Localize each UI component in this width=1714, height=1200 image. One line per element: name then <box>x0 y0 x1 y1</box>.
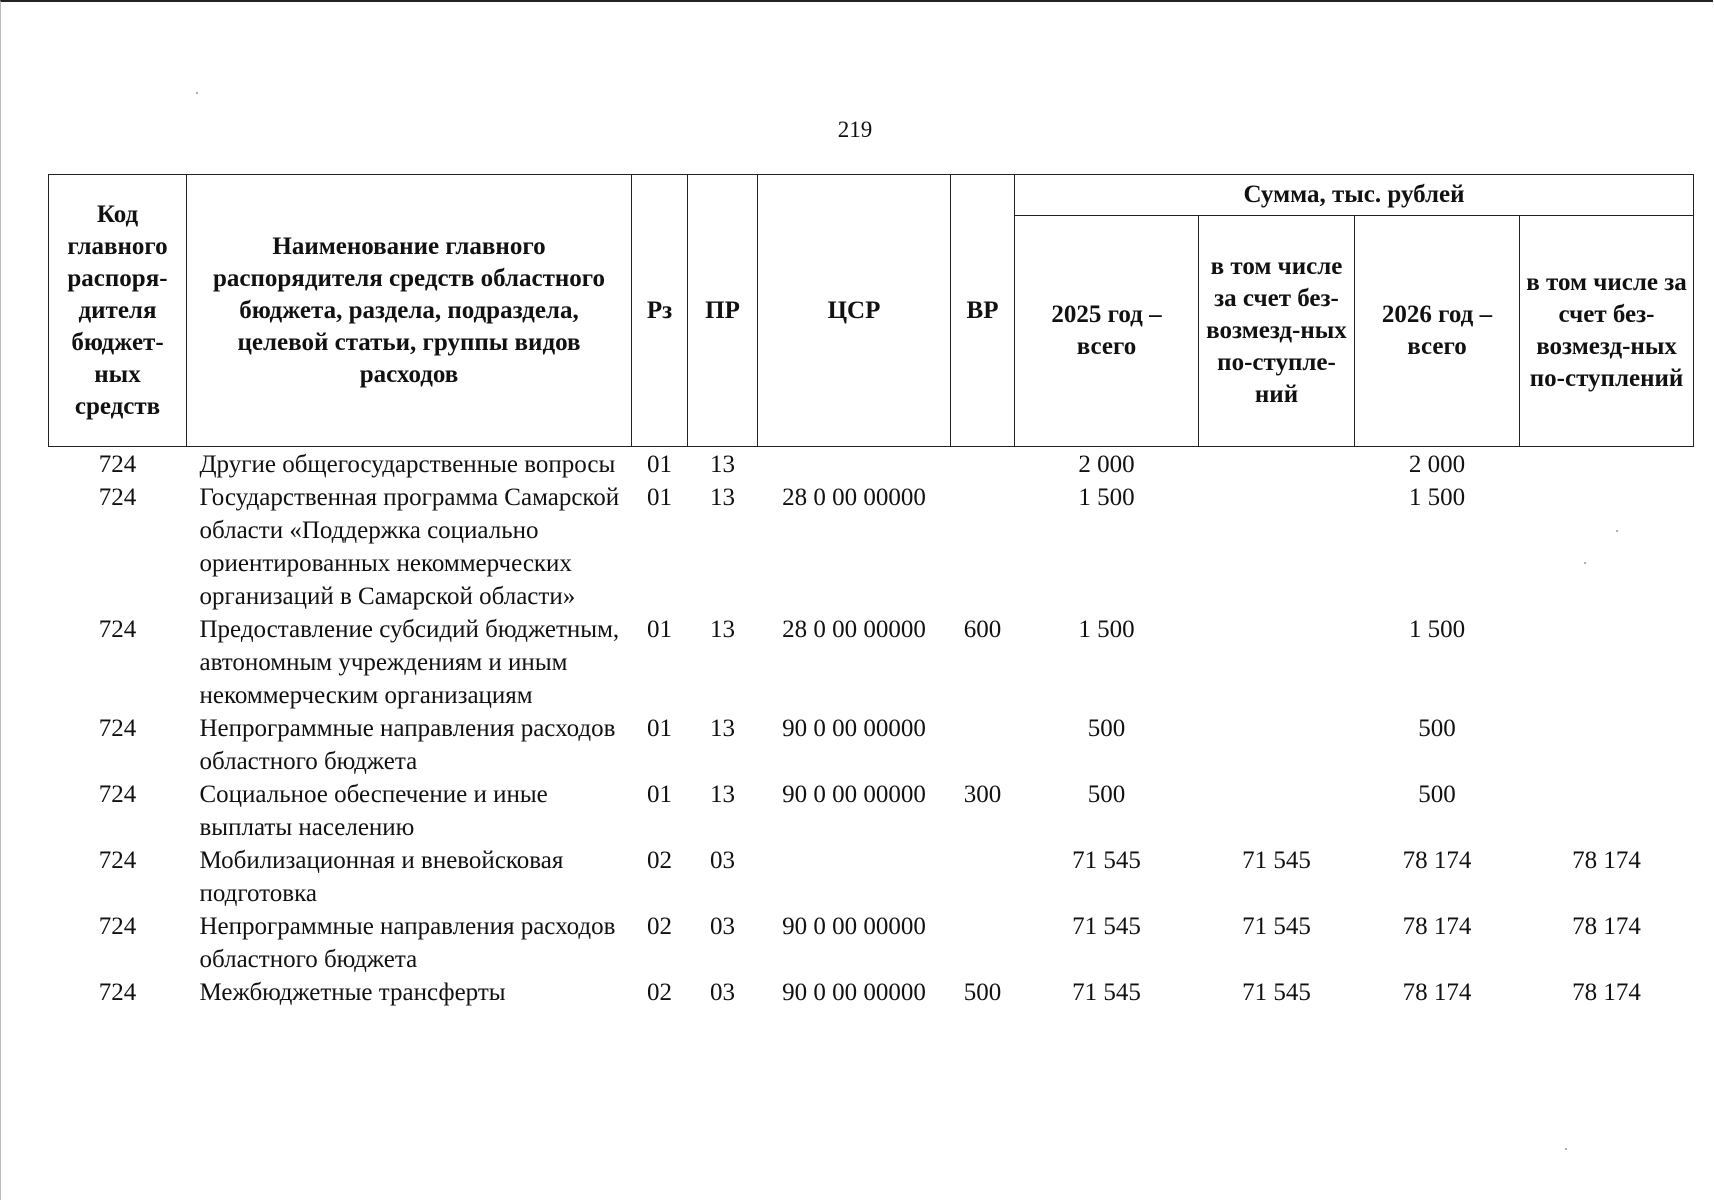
scan-speck <box>1565 1148 1567 1150</box>
cell-sum-2026-free: 78 174 <box>1572 913 1641 940</box>
cell-name: Другие общегосударственные вопросы <box>199 451 616 478</box>
cell-code: 724 <box>98 451 137 478</box>
table-row <box>49 481 1694 613</box>
cell-rz: 02 <box>647 847 672 874</box>
cell-sum-2026-free: 78 174 <box>1572 979 1641 1006</box>
cell-rz: 01 <box>647 616 672 643</box>
cell-vr <box>951 844 1015 910</box>
cell-sum-2026-free: 78 174 <box>1572 847 1641 874</box>
cell-vr: 500 <box>963 979 1002 1006</box>
cell-sum-2026-free <box>1520 481 1694 613</box>
header-rz: Рз <box>632 175 688 447</box>
cell-csr: 28 0 00 00000 <box>782 616 926 643</box>
cell-vr: 300 <box>963 781 1002 808</box>
cell-code: 724 <box>98 715 137 742</box>
cell-sum-2025-total: 71 545 <box>1072 913 1141 940</box>
cell-csr: 90 0 00 00000 <box>782 979 926 1006</box>
cell-sum-2026-total: 1 500 <box>1408 616 1466 643</box>
cell-sum-2025-total: 2 000 <box>1078 451 1135 478</box>
table-row <box>49 844 1694 910</box>
cell-sum-2026-total: 500 <box>1418 781 1456 808</box>
cell-name: Предоставление субсидий бюджетным, автономным учреждениям и иным некоммерческим организациям <box>199 616 620 709</box>
cell-sum-2026-free <box>1520 778 1694 844</box>
cell-csr <box>758 844 951 910</box>
cell-pr: 13 <box>710 484 735 511</box>
page-number: 219 <box>837 117 873 142</box>
header-sum-2025-free: в том числе за счет без-возмезд-ных по-ступле-ний <box>1199 216 1355 447</box>
cell-sum-2025-total: 71 545 <box>1072 847 1141 874</box>
cell-pr: 03 <box>710 913 735 940</box>
cell-pr: 03 <box>710 847 735 874</box>
cell-code: 724 <box>98 913 137 940</box>
table-header <box>49 175 1694 447</box>
cell-sum-2025-free <box>1199 778 1355 844</box>
cell-sum-2025-free <box>1199 447 1355 482</box>
header-sum-2025-total: 2025 год – всего <box>1015 216 1199 447</box>
cell-rz: 01 <box>647 715 672 742</box>
cell-sum-2025-free <box>1199 481 1355 613</box>
cell-pr: 13 <box>710 781 735 808</box>
cell-vr <box>951 481 1015 613</box>
cell-sum-2026-total: 1 500 <box>1408 484 1466 511</box>
cell-sum-2025-total: 500 <box>1087 715 1126 742</box>
cell-csr: 90 0 00 00000 <box>782 781 926 808</box>
header-sum: Сумма, тыс. рублей <box>1015 175 1694 216</box>
cell-pr: 13 <box>710 616 735 643</box>
cell-sum-2025-total: 71 545 <box>1072 979 1141 1006</box>
cell-csr <box>758 447 951 482</box>
cell-vr <box>951 910 1015 976</box>
cell-code: 724 <box>98 847 137 874</box>
header-code: Код главного распоря-дителя бюджет-ных средств <box>49 175 187 447</box>
cell-sum-2025-total: 1 500 <box>1078 484 1135 511</box>
cell-rz: 02 <box>647 913 672 940</box>
cell-rz: 01 <box>647 781 672 808</box>
cell-sum-2026-total: 2 000 <box>1408 451 1466 478</box>
cell-rz: 01 <box>647 484 672 511</box>
cell-vr <box>951 447 1015 482</box>
cell-sum-2026-free <box>1520 613 1694 712</box>
budget-table <box>48 174 1694 1009</box>
cell-code: 724 <box>98 616 137 643</box>
cell-name: Социальное обеспечение и иные выплаты населению <box>199 781 548 841</box>
cell-name: Государственная программа Самарской области «Поддержка социально ориентированных некоммерческих организаций в Самарской области» <box>199 484 620 610</box>
scan-speck <box>1616 530 1618 532</box>
cell-rz: 02 <box>647 979 672 1006</box>
scan-speck <box>196 92 198 94</box>
table-row <box>49 976 1694 1009</box>
cell-sum-2025-free: 71 545 <box>1242 979 1311 1006</box>
cell-code: 724 <box>98 781 137 808</box>
table-body <box>49 447 1694 1010</box>
cell-pr: 03 <box>710 979 735 1006</box>
header-vr: ВР <box>951 175 1015 447</box>
cell-sum-2026-free <box>1520 447 1694 482</box>
cell-sum-2026-total: 500 <box>1418 715 1456 742</box>
cell-sum-2025-free <box>1199 712 1355 778</box>
cell-csr: 90 0 00 00000 <box>782 913 926 940</box>
header-name: Наименование главного распорядителя средств областного бюджета, раздела, подраздела, целевой статьи, группы видов расходов <box>187 175 632 447</box>
cell-code: 724 <box>98 484 137 511</box>
cell-vr: 600 <box>963 616 1002 643</box>
cell-sum-2026-total: 78 174 <box>1402 979 1472 1006</box>
table-row <box>49 613 1694 712</box>
cell-code: 724 <box>98 979 137 1006</box>
cell-sum-2026-total: 78 174 <box>1402 913 1472 940</box>
cell-sum-2025-total: 1 500 <box>1078 616 1135 643</box>
cell-name: Непрограммные направления расходов областного бюджета <box>199 913 616 973</box>
cell-csr: 90 0 00 00000 <box>782 715 926 742</box>
cell-sum-2026-total: 78 174 <box>1402 847 1472 874</box>
cell-sum-2025-free: 71 545 <box>1242 913 1311 940</box>
table-row <box>49 910 1694 976</box>
header-csr: ЦСР <box>758 175 951 447</box>
cell-sum-2025-free <box>1199 613 1355 712</box>
cell-name: Межбюджетные трансферты <box>199 979 506 1006</box>
table-row <box>49 712 1694 778</box>
cell-vr <box>951 712 1015 778</box>
cell-sum-2025-total: 500 <box>1087 781 1126 808</box>
cell-sum-2026-free <box>1520 712 1694 778</box>
scan-speck <box>1584 562 1586 564</box>
cell-name: Мобилизационная и вневойсковая подготовка <box>199 847 564 907</box>
header-pr: ПР <box>688 175 758 447</box>
cell-rz: 01 <box>647 451 672 478</box>
cell-sum-2025-free: 71 545 <box>1242 847 1311 874</box>
cell-pr: 13 <box>710 715 735 742</box>
cell-name: Непрограммные направления расходов областного бюджета <box>199 715 616 775</box>
header-sum-2026-free: в том числе за счет без-возмезд-ных по-ступлений <box>1520 216 1694 447</box>
cell-csr: 28 0 00 00000 <box>782 484 926 511</box>
cell-pr: 13 <box>710 451 735 478</box>
table-row <box>49 778 1694 844</box>
table-row <box>49 447 1694 482</box>
header-sum-2026-total: 2026 год – всего <box>1355 216 1520 447</box>
